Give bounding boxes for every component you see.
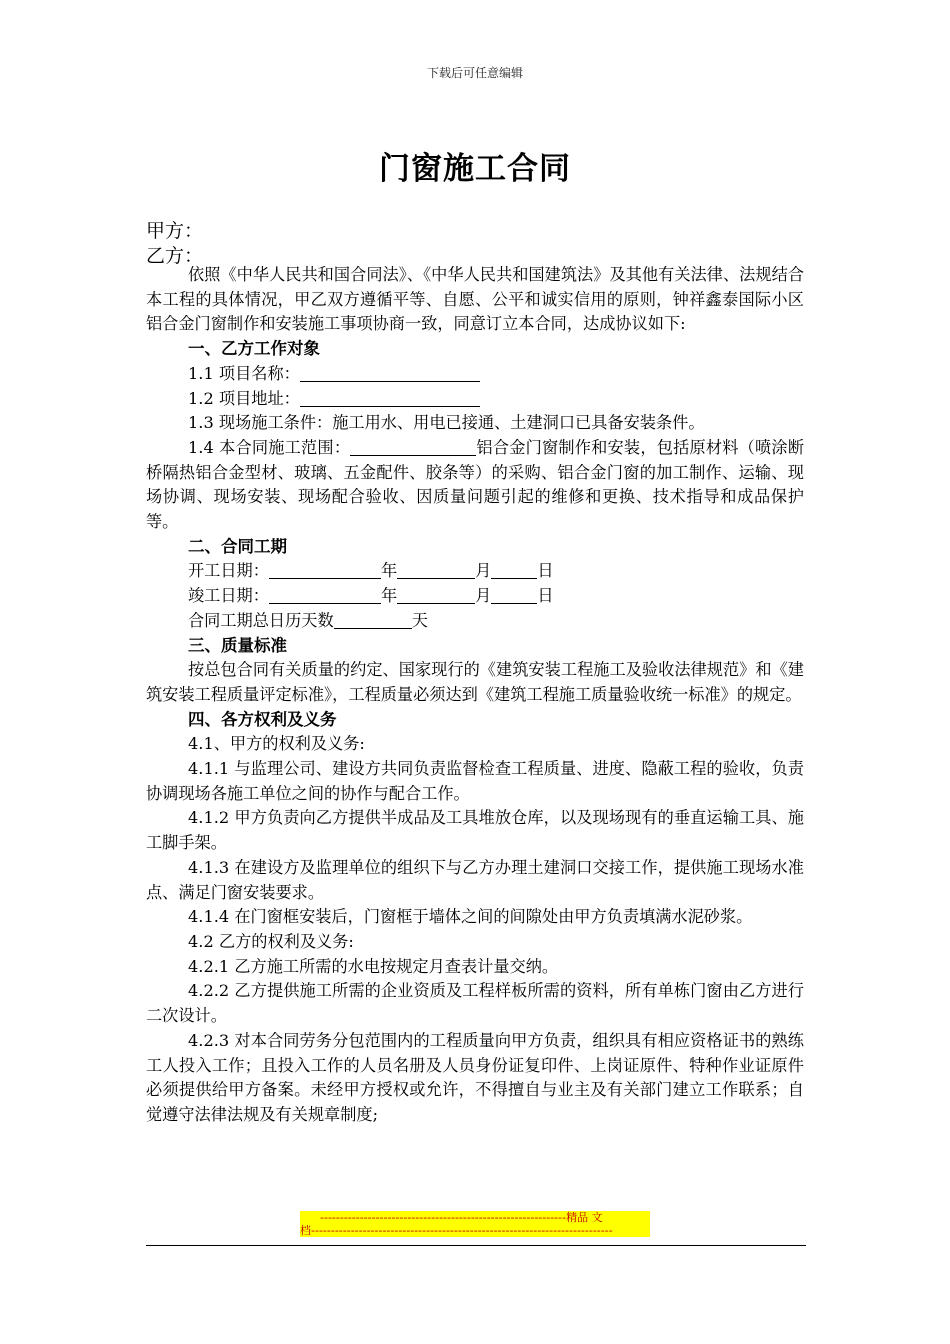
- end-year-field[interactable]: [269, 587, 381, 604]
- scope-field[interactable]: [350, 439, 476, 456]
- scope-paragraph: [146, 436, 804, 535]
- scope-text: 铝合金门窗制作和安装，包括原材料（喷涂断桥隔热铝合金型材、玻璃、五金配件、胶条等）的采购、铝合金门窗的加工制作、运输、现场协调、现场安装、现场配合验收、因质量问题引起的维修和更换、技术指导和成品保护等。: [146, 437, 805, 532]
- project-address-label: 1.2 项目地址：: [188, 388, 300, 408]
- day-label: 日: [537, 561, 554, 581]
- end-date-line: [146, 584, 804, 609]
- party-a-label: 甲方：: [146, 220, 204, 242]
- end-date-label: 竣工日期：: [188, 586, 269, 606]
- start-month-field[interactable]: [397, 562, 475, 579]
- end-month-field[interactable]: [397, 587, 475, 604]
- site-conditions: 1.3 现场施工条件：施工用水、用电已接通、土建洞口已具备安装条件。: [188, 413, 705, 433]
- start-day-field[interactable]: [491, 562, 537, 579]
- year-label: 年: [380, 561, 398, 581]
- footer-rule: [146, 1245, 806, 1246]
- party-b-duties-title: 4.2 乙方的权利及义务:: [188, 931, 354, 951]
- project-name-field[interactable]: [300, 365, 480, 382]
- clause-4-1-3: 4.1.3 在建设方及监理单位的组织下与乙方办理土建洞口交接工作，提供施工现场水准点、满足门窗安装要求。: [146, 857, 804, 902]
- project-name-label: 1.1 项目名称：: [188, 363, 300, 383]
- party-b-label: 乙方：: [146, 245, 204, 267]
- total-days-unit: 天: [411, 610, 428, 630]
- section-3-heading: 三、质量标准: [188, 635, 287, 655]
- clause-4-1-1: 4.1.1 与监理公司、建设方共同负责监督检查工程质量、进度、隐蔽工程的验收，负责协调现场各施工单位之间的协作与配合工作。: [146, 759, 804, 803]
- quality-paragraph: 按总包合同有关质量的约定、国家现行的《建筑安装工程施工及验收法律规范》和《建筑安装工程质量评定标准》，工程质量必须达到《建筑工程施工质量验收统一标准》的规定。: [146, 660, 804, 704]
- start-date-label: 开工日期：: [188, 561, 269, 581]
- month-label: 月: [475, 586, 492, 606]
- header-note: 下载后可任意编辑: [426, 66, 523, 80]
- contract-body: [146, 263, 804, 1128]
- page-title: 门窗施工合同: [379, 151, 571, 187]
- clause-4-2-3: 4.2.3 对本合同劳务分包范围内的工程质量向甲方负责，组织具有相应资格证书的熟练工人投入工作；且投入工作的人员名册及人员身份证复印件、上岗证原件、特种作业证原件必须提供给甲方备案。未经甲方授权或允许，不得擅自与业主及有关部门建立工作联系；自觉遵守法律法规及有关规章制度;: [146, 1030, 804, 1124]
- scope-label: 1.4 本合同施工范围：: [188, 437, 351, 457]
- total-days-field[interactable]: [334, 612, 412, 629]
- year-label: 年: [380, 586, 398, 606]
- intro-paragraph: 依照《中华人民共和国合同法》、《中华人民共和国建筑法》及其他有关法律、法规结合本工程的具体情况，甲乙双方遵循平等、自愿、公平和诚实信用的原则，钟祥鑫泰国际小区铝合金门窗制作和安装施工事项协商一致，同意订立本合同，达成协议如下:: [146, 265, 804, 334]
- footer-watermark: [300, 1211, 650, 1237]
- clause-4-2-1: 4.2.1 乙方施工所需的水电按规定月查表计量交纳。: [188, 956, 559, 976]
- section-4-heading: 四、各方权利及义务: [188, 709, 337, 729]
- end-day-field[interactable]: [491, 587, 537, 604]
- party-a-duties-title: 4.1、甲方的权利及义务:: [188, 734, 365, 754]
- project-address-line: [146, 387, 804, 412]
- clause-4-1-2: 4.1.2 甲方负责向乙方提供半成品及工具堆放仓库，以及现场现有的垂直运输工具、施工脚手架。: [146, 808, 804, 853]
- section-2-heading: 二、合同工期: [188, 536, 287, 556]
- clause-4-2-2: 4.2.2 乙方提供施工所需的企业资质及工程样板所需的资料，所有单栋门窗由乙方进行二次设计。: [146, 981, 804, 1026]
- clause-4-1-4: 4.1.4 在门窗框安装后，门窗框于墙体之间的间隙处由甲方负责填满水泥砂浆。: [188, 907, 753, 927]
- day-label: 日: [537, 586, 554, 606]
- section-1-heading: 一、乙方工作对象: [188, 339, 320, 359]
- start-date-line: [146, 559, 804, 584]
- total-days-line: [146, 609, 804, 634]
- project-address-field[interactable]: [300, 390, 480, 407]
- project-name-line: [146, 362, 804, 387]
- start-year-field[interactable]: [269, 562, 381, 579]
- footer-line-2: 档----------------------------------------------------------------------------: [300, 1224, 613, 1237]
- total-days-label: 合同工期总日历天数: [188, 610, 334, 630]
- month-label: 月: [475, 561, 492, 581]
- footer-line-1: --------------------------------------------------------------精品 文: [320, 1211, 603, 1224]
